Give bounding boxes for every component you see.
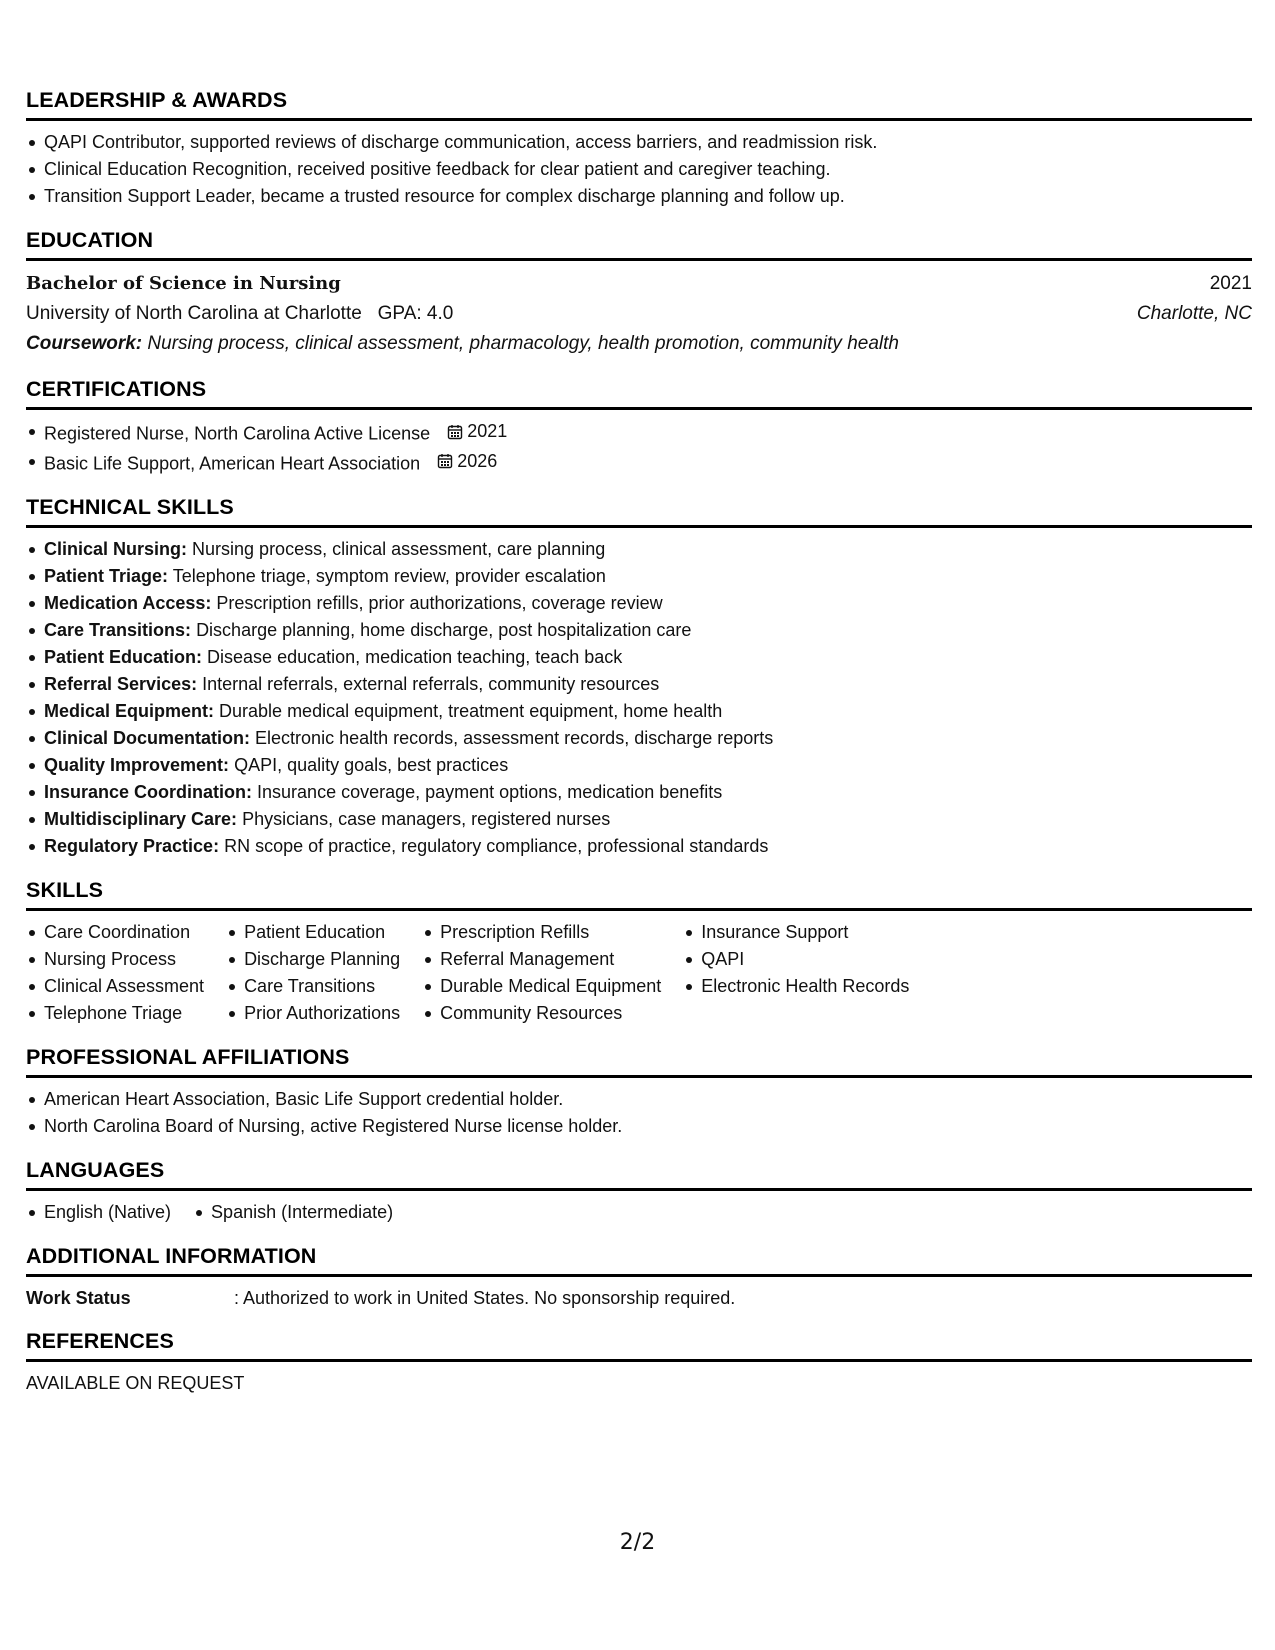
list-item bbox=[26, 590, 1252, 617]
calendar-icon bbox=[447, 424, 463, 440]
list-item bbox=[26, 448, 1252, 478]
section-title-references: REFERENCES bbox=[26, 1329, 1252, 1362]
work-status-value: : Authorized to work in United States. No sponsorship required. bbox=[234, 1288, 736, 1308]
list-item: North Carolina Board of Nursing, active Registered Nurse license holder. bbox=[26, 1113, 1252, 1140]
list-item bbox=[26, 536, 1252, 563]
skill-detail: Electronic health records, assessment records, discharge reports bbox=[255, 728, 774, 748]
skill-category: Medication Access: bbox=[44, 593, 212, 613]
list-item bbox=[26, 644, 1252, 671]
leadership-list bbox=[26, 129, 1252, 210]
references-section bbox=[26, 1329, 1252, 1396]
section-title-education: EDUCATION bbox=[26, 228, 1252, 261]
list-item bbox=[26, 671, 1252, 698]
skill-category: Multidisciplinary Care: bbox=[44, 809, 238, 829]
education-section bbox=[26, 228, 1252, 359]
list-item: Community Resources bbox=[422, 1000, 661, 1027]
list-item: Clinical Assessment bbox=[26, 973, 204, 1000]
education-degree-row bbox=[26, 269, 1252, 299]
list-item bbox=[26, 779, 1252, 806]
list-item: Care Coordination bbox=[26, 919, 204, 946]
education-school-row bbox=[26, 299, 1252, 329]
list-item bbox=[26, 563, 1252, 590]
skill-detail: Durable medical equipment, treatment equipment, home health bbox=[219, 701, 723, 721]
list-item: Nursing Process bbox=[26, 946, 204, 973]
list-item: Spanish (Intermediate) bbox=[193, 1199, 393, 1226]
skills-column bbox=[683, 919, 909, 1027]
list-item: Telephone Triage bbox=[26, 1000, 204, 1027]
affiliations-section bbox=[26, 1045, 1252, 1140]
school-line bbox=[26, 299, 453, 329]
skill-category: Patient Education: bbox=[44, 647, 203, 667]
list-item: Prescription Refills bbox=[422, 919, 661, 946]
languages-section bbox=[26, 1158, 1252, 1226]
skill-category: Patient Triage: bbox=[44, 566, 169, 586]
section-title-certifications: CERTIFICATIONS bbox=[26, 377, 1252, 410]
skill-detail: Telephone triage, symptom review, provider escalation bbox=[172, 566, 606, 586]
skill-detail: Disease education, medication teaching, teach back bbox=[207, 647, 623, 667]
list-item: Prior Authorizations bbox=[226, 1000, 400, 1027]
list-item bbox=[26, 418, 1252, 448]
page-number: 2/2 bbox=[619, 1530, 656, 1555]
list-item: Electronic Health Records bbox=[683, 973, 909, 1000]
list-item bbox=[26, 725, 1252, 752]
certification-date bbox=[447, 418, 507, 445]
list-item: English (Native) bbox=[26, 1199, 171, 1226]
skill-detail: Prescription refills, prior authorizations, coverage review bbox=[216, 593, 663, 613]
skills-column bbox=[422, 919, 661, 1027]
skill-detail: RN scope of practice, regulatory compliance, professional standards bbox=[224, 836, 769, 856]
skill-category: Quality Improvement: bbox=[44, 755, 230, 775]
list-item: Clinical Education Recognition, received positive feedback for clear patient and caregiver teaching. bbox=[26, 156, 1252, 183]
graduation-year: 2021 bbox=[1209, 273, 1252, 294]
section-title-skills: SKILLS bbox=[26, 878, 1252, 911]
calendar-icon bbox=[437, 453, 453, 469]
coursework-text: Nursing process, clinical assessment, pharmacology, health promotion, community health bbox=[147, 333, 899, 354]
certification-name: Basic Life Support, American Heart Association bbox=[44, 453, 421, 473]
list-item bbox=[26, 698, 1252, 725]
list-item bbox=[26, 617, 1252, 644]
list-item bbox=[26, 833, 1252, 860]
section-title-affiliations: PROFESSIONAL AFFILIATIONS bbox=[26, 1045, 1252, 1078]
skill-detail: Insurance coverage, payment options, medication benefits bbox=[257, 782, 723, 802]
skill-category: Regulatory Practice: bbox=[44, 836, 220, 856]
skill-detail: Discharge planning, home discharge, post hospitalization care bbox=[196, 620, 692, 640]
certifications-section bbox=[26, 377, 1252, 477]
section-title-leadership: LEADERSHIP & AWARDS bbox=[26, 88, 1252, 121]
section-title-languages: LANGUAGES bbox=[26, 1158, 1252, 1191]
skill-category: Insurance Coordination: bbox=[44, 782, 253, 802]
skills-column bbox=[226, 919, 400, 1027]
list-item: Care Transitions bbox=[226, 973, 400, 1000]
resume-page bbox=[26, 88, 1252, 1414]
skills-column bbox=[26, 919, 204, 1027]
gpa: GPA: 4.0 bbox=[377, 303, 454, 324]
affiliations-list bbox=[26, 1086, 1252, 1140]
degree-name: Bachelor of Science in Nursing bbox=[26, 273, 341, 294]
skill-category: Clinical Documentation: bbox=[44, 728, 251, 748]
list-item: Durable Medical Equipment bbox=[422, 973, 661, 1000]
certification-name: Registered Nurse, North Carolina Active License bbox=[44, 423, 431, 444]
technical-skills-list bbox=[26, 536, 1252, 860]
technical-skills-section bbox=[26, 495, 1252, 860]
coursework bbox=[26, 329, 899, 359]
skill-detail: Nursing process, clinical assessment, care planning bbox=[192, 539, 606, 559]
list-item: QAPI bbox=[683, 946, 909, 973]
list-item: QAPI Contributor, supported reviews of discharge communication, access barriers, and readmission risk. bbox=[26, 129, 1252, 156]
certification-date bbox=[437, 448, 497, 475]
list-item: Transition Support Leader, became a trusted resource for complex discharge planning and follow up. bbox=[26, 183, 1252, 210]
additional-info-section bbox=[26, 1244, 1252, 1311]
list-item: Patient Education bbox=[226, 919, 400, 946]
education-coursework-row bbox=[26, 329, 1252, 359]
list-item bbox=[26, 806, 1252, 833]
work-status-label: Work Status bbox=[26, 1288, 131, 1308]
references-text: AVAILABLE ON REQUEST bbox=[26, 1373, 245, 1393]
coursework-label: Coursework: bbox=[26, 333, 143, 354]
work-status-row bbox=[26, 1285, 1252, 1311]
skill-category: Clinical Nursing: bbox=[44, 539, 188, 559]
skill-detail: Physicians, case managers, registered nurses bbox=[242, 809, 611, 829]
skills-section bbox=[26, 878, 1252, 1027]
section-title-additional-info: ADDITIONAL INFORMATION bbox=[26, 1244, 1252, 1277]
skill-category: Referral Services: bbox=[44, 674, 198, 694]
list-item bbox=[26, 752, 1252, 779]
skills-grid bbox=[26, 919, 1252, 1027]
list-item: Referral Management bbox=[422, 946, 661, 973]
skill-category: Medical Equipment: bbox=[44, 701, 215, 721]
skill-detail: QAPI, quality goals, best practices bbox=[234, 755, 509, 775]
certifications-list bbox=[26, 418, 1252, 477]
skill-detail: Internal referrals, external referrals, community resources bbox=[202, 674, 660, 694]
list-item: American Heart Association, Basic Life Support credential holder. bbox=[26, 1086, 1252, 1113]
certification-year: 2026 bbox=[457, 450, 498, 471]
leadership-section bbox=[26, 88, 1252, 210]
list-item: Discharge Planning bbox=[226, 946, 400, 973]
skill-category: Care Transitions: bbox=[44, 620, 192, 640]
section-title-technical-skills: TECHNICAL SKILLS bbox=[26, 495, 1252, 528]
school-name: University of North Carolina at Charlotte bbox=[26, 303, 362, 324]
school-location: Charlotte, NC bbox=[1136, 303, 1252, 324]
certification-year: 2021 bbox=[467, 421, 508, 441]
list-item: Insurance Support bbox=[683, 919, 909, 946]
languages-list bbox=[26, 1199, 1252, 1226]
